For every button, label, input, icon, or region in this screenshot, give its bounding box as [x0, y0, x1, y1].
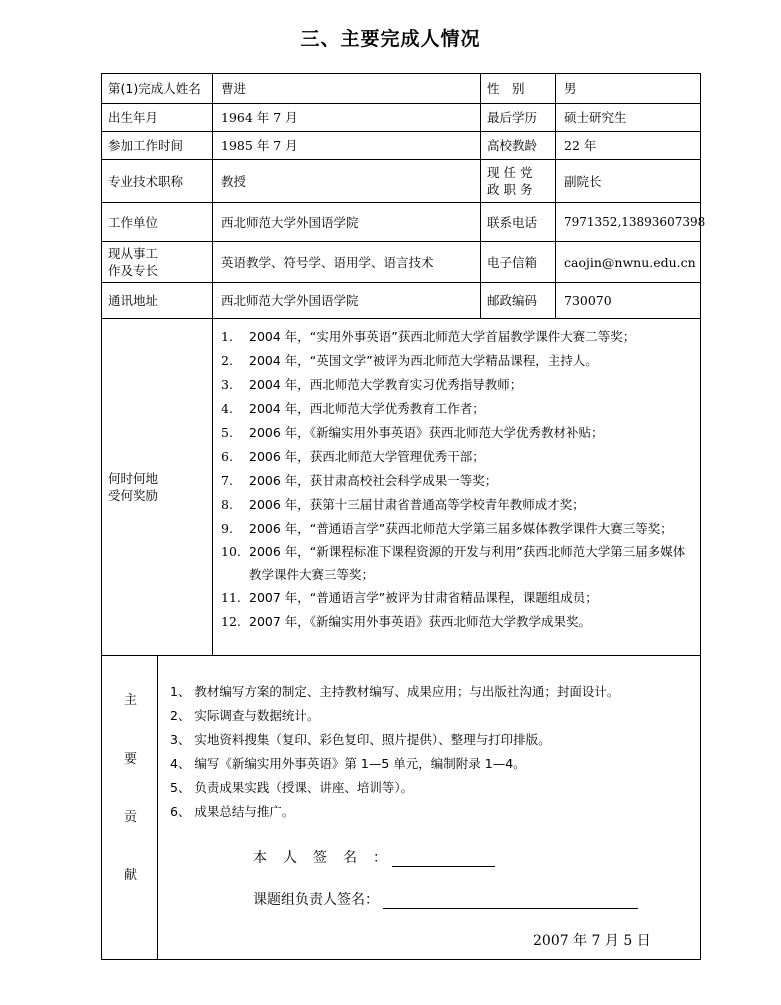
position-label [480, 159, 556, 203]
title-value: 教授 [212, 159, 481, 203]
award-number: 8. [221, 497, 233, 512]
award-text: 2004 年，西北师范大学优秀教育工作者； [249, 401, 485, 416]
education-label: 最后学历 [480, 103, 556, 132]
contrib-char-2: 要 [123, 752, 137, 767]
contribution-item: 2、 实际调查与数据统计。 [170, 708, 320, 723]
award-number: 9. [221, 521, 233, 536]
email-label: 电子信箱 [480, 241, 556, 283]
specialty-label-line2: 作及专长 [108, 263, 159, 278]
signature-line[interactable] [392, 852, 495, 867]
specialty-value: 英语教学、符号学、语用学、语言技术 [212, 241, 481, 283]
award-item [213, 469, 700, 493]
work-start-label: 参加工作时间 [101, 131, 213, 160]
award-number: 6. [221, 449, 233, 464]
award-item [213, 373, 700, 397]
contribution-item: 5、 负责成果实践（授课、讲座、培训等）。 [170, 780, 414, 795]
award-text: 2006 年，《新编实用外事英语》获西北师范大学优秀教材补贴； [249, 425, 604, 440]
award-text: 2006 年，“新课程标准下课程资源的开发与利用”获西北师范大学第三届多媒体教学课件大赛三等奖； [249, 544, 686, 582]
awards-label [101, 318, 213, 656]
signature-date: 2007 年 7 月 5 日 [533, 933, 651, 949]
award-item [213, 610, 700, 634]
award-text: 2004 年，“英国文学”被评为西北师范大学精品课程，主持人。 [249, 353, 598, 368]
signature-row [253, 847, 495, 867]
award-text: 2007 年，《新编实用外事英语》获西北师范大学教学成果奖。 [249, 614, 592, 629]
award-item [213, 540, 700, 586]
contrib-char-4: 献 [123, 868, 137, 883]
birth-label: 出生年月 [101, 103, 213, 132]
phone-value: 7971352,13893607398 [555, 202, 701, 242]
award-number: 4. [221, 401, 233, 416]
postcode-value: 730070 [555, 282, 701, 319]
contribution-item: 1、 教材编写方案的制定、主持教材编写、成果应用；与出版社沟通；封面设计。 [170, 684, 620, 699]
address-value: 西北师范大学外国语学院 [212, 282, 481, 319]
page-title: 三、主要完成人情况 [300, 28, 481, 50]
award-number: 2. [221, 353, 233, 368]
contributions-list [170, 680, 619, 824]
contributions-cell [157, 655, 701, 960]
email-value[interactable]: caojin@nwnu.edu.cn [555, 241, 701, 283]
award-text: 2006 年，获第十三届甘肃省普通高等学校青年教师成才奖； [249, 497, 585, 512]
award-text: 2004 年，“实用外事英语”获西北师范大学首届教学课件大赛二等奖； [249, 329, 636, 344]
award-item [213, 397, 700, 421]
contribution-item: 4、 编写《新编实用外事英语》第 1—5 单元，编制附录 1—4。 [170, 756, 526, 771]
name-label: 第(1)完成人姓名 [101, 73, 213, 104]
postcode-label: 邮政编码 [480, 282, 556, 319]
awards-list [213, 325, 700, 634]
leader-signature-label: 课题组负责人签名： [253, 892, 379, 908]
contribution-item: 3、 实地资料搜集（复印、彩色复印、照片提供）、整理与打印排版。 [170, 732, 551, 747]
gender-label: 性 别 [480, 73, 556, 104]
address-label: 通讯地址 [101, 282, 213, 319]
phone-label: 联系电话 [480, 202, 556, 242]
contributions-label [101, 655, 158, 960]
award-item [213, 517, 700, 540]
awards-label-line1: 何时何地 [108, 471, 159, 486]
specialty-label [101, 241, 213, 283]
signature-label: 本 人 签 名 ： [253, 850, 388, 866]
award-item [213, 445, 700, 469]
award-text: 2007 年，“普通语言学”被评为甘肃省精品课程，课题组成员； [249, 590, 598, 605]
award-number: 1. [221, 329, 233, 344]
title-label: 专业技术职称 [101, 159, 213, 203]
award-text: 2004 年，西北师范大学教育实习优秀指导教师； [249, 377, 523, 392]
award-number: 3. [221, 377, 233, 392]
birth-value: 1964 年 7 月 [212, 103, 481, 132]
leader-signature-line[interactable] [383, 894, 638, 909]
leader-signature-row [253, 889, 638, 909]
award-number: 10. [221, 544, 241, 559]
award-text: 2006 年，获甘肃高校社会科学成果一等奖； [249, 473, 498, 488]
award-text: 2006 年，“普通语言学”获西北师范大学第三届多媒体教学课件大赛三等奖； [249, 521, 673, 536]
award-item [213, 349, 700, 373]
employer-value: 西北师范大学外国语学院 [212, 202, 481, 242]
award-number: 7. [221, 473, 233, 488]
employer-label: 工作单位 [101, 202, 213, 242]
awards-list-cell [212, 318, 701, 656]
gender-value: 男 [555, 73, 701, 104]
specialty-label-line1: 现从事工 [108, 246, 159, 261]
award-item [213, 421, 700, 445]
award-item [213, 325, 700, 349]
contrib-char-1: 主 [123, 693, 137, 708]
award-item [213, 586, 700, 610]
work-start-value: 1985 年 7 月 [212, 131, 481, 160]
award-number: 11. [221, 590, 241, 605]
contribution-item: 6、 成果总结与推广。 [170, 804, 295, 819]
teaching-years-value: 22 年 [555, 131, 701, 160]
education-value: 硕士研究生 [555, 103, 701, 132]
award-number: 5. [221, 425, 233, 440]
teaching-years-label: 高校教龄 [480, 131, 556, 160]
award-item [213, 493, 700, 517]
position-value: 副院长 [555, 159, 701, 203]
position-label-line1: 现 任 党 [487, 165, 533, 180]
award-text: 2006 年，获西北师范大学管理优秀干部； [249, 449, 485, 464]
name-value: 曹进 [212, 73, 481, 104]
position-label-line2: 政 职 务 [487, 182, 533, 197]
contrib-char-3: 贡 [123, 810, 137, 825]
award-number: 12. [221, 614, 241, 629]
awards-label-line2: 受何奖励 [108, 488, 159, 503]
